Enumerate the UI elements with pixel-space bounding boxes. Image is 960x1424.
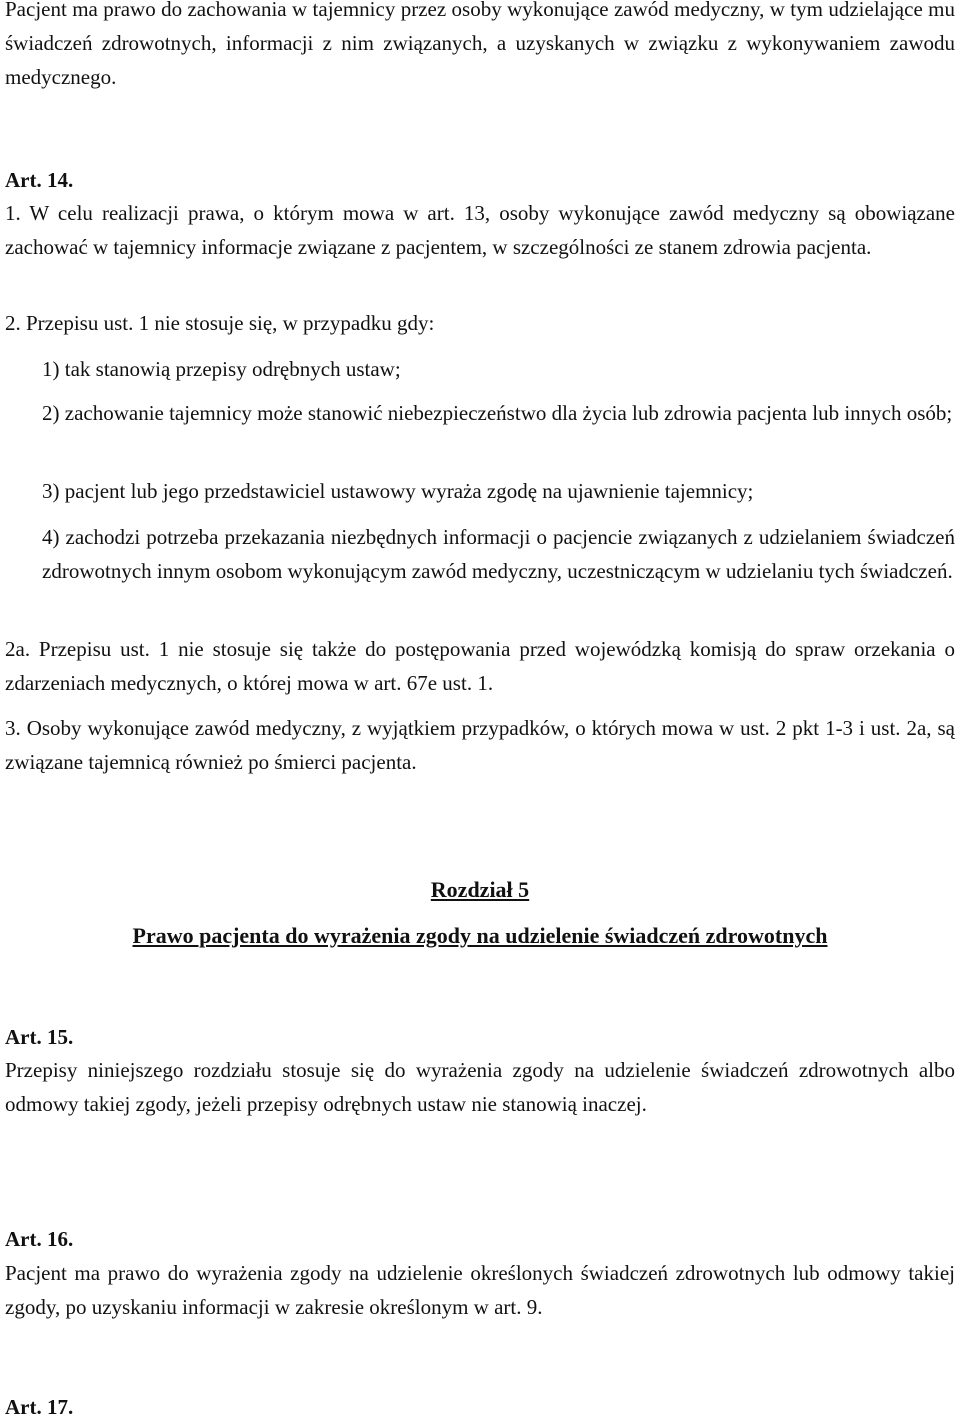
art-14-para-3: 3. Osoby wykonujące zawód medyczny, z wyjątkiem przypadków, o których mowa w ust. 2 pkt 1-3 i ust. 2a, są związane tajemnicą również po śmierci pacjenta.	[5, 716, 955, 774]
art-15-heading: Art. 15.	[5, 1025, 74, 1049]
art-14-item-3: 3) pacjent lub jego przedstawiciel ustawowy wyraża zgodę na ujawnienie tajemnicy;	[42, 479, 754, 503]
art-14-para-2: 2. Przepisu ust. 1 nie stosuje się, w przypadku gdy:	[5, 311, 435, 335]
art-14-item-1: 1) tak stanowią przepisy odrębnych ustaw;	[42, 357, 401, 381]
art-14-para-2a: 2a. Przepisu ust. 1 nie stosuje się także do postępowania przed wojewódzką komisją do spraw orzekania o zdarzeniach medycznych, o której mowa w art. 67e ust. 1.	[5, 637, 955, 695]
intro-paragraph: Pacjent ma prawo do zachowania w tajemnicy przez osoby wykonujące zawód medyczny, w tym udzielające mu świadczeń zdrowotnych, informacji z nim związanych, a uzyskanych w związku z wykonywaniem zawodu medycznego.	[5, 0, 955, 89]
art-15-text: Przepisy niniejszego rozdziału stosuje się do wyrażenia zgody na udzielenie świadczeń zdrowotnych albo odmowy takiej zgody, jeżeli przepisy odrębnych ustaw nie stanowią inaczej.	[5, 1058, 955, 1116]
chapter-title: Prawo pacjenta do wyrażenia zgody na udzielenie świadczeń zdrowotnych	[132, 923, 828, 948]
art-16-heading: Art. 16.	[5, 1227, 74, 1251]
art-14-para-1: 1. W celu realizacji prawa, o którym mowa w art. 13, osoby wykonujące zawód medyczny są obowiązane zachować w tajemnicy informacje związane z pacjentem, w szczególności ze stanem zdrowia pacjenta.	[5, 201, 955, 259]
art-17-heading: Art. 17.	[5, 1395, 74, 1419]
chapter-number: Rozdział 5	[430, 877, 530, 902]
art-16-text: Pacjent ma prawo do wyrażenia zgody na udzielenie określonych świadczeń zdrowotnych lub odmowy takiej zgody, po uzyskaniu informacji w zakresie określonym w art. 9.	[5, 1261, 955, 1319]
art-14-item-4: 4) zachodzi potrzeba przekazania niezbędnych informacji o pacjencie związanych z udzielaniem świadczeń zdrowotnych innym osobom wykonującym zawód medyczny, uczestniczącym w udzielaniu tych świadczeń.	[42, 525, 955, 583]
art-14-heading: Art. 14.	[5, 168, 74, 192]
art-14-item-2: 2) zachowanie tajemnicy może stanowić niebezpieczeństwo dla życia lub zdrowia pacjenta lub innych osób;	[42, 401, 953, 425]
